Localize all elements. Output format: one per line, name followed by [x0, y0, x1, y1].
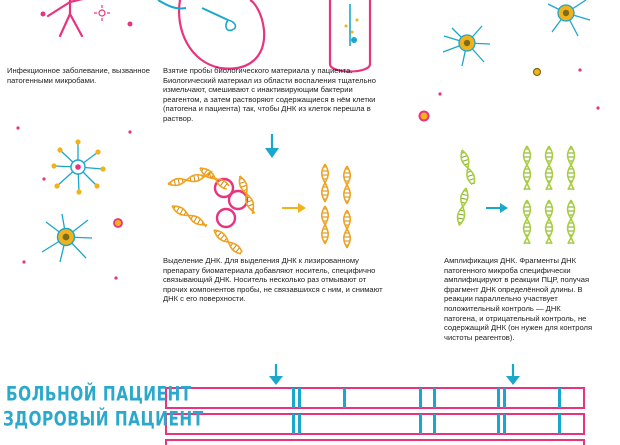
patient-figure — [48, 0, 95, 36]
step-disease-text: Инфекционное заболевание, вызванное патогенными микробами. — [7, 66, 150, 85]
microbe-top-right-2 — [548, 0, 590, 36]
dna-helix — [170, 203, 208, 229]
dna-helix — [322, 206, 328, 244]
dna-helix — [344, 210, 350, 248]
germ-dot — [16, 126, 19, 129]
dna-helix — [344, 166, 350, 204]
arrow-right-amplification — [486, 203, 508, 213]
germ-dot — [578, 68, 581, 71]
dna-helix — [524, 200, 531, 244]
dna-helix — [568, 200, 575, 244]
result-label-sick: БОЛЬНОЙ ПАЦИЕНТ — [6, 383, 192, 406]
dna-helix — [322, 164, 328, 202]
dna-helix — [456, 187, 469, 226]
gel-lane-third — [166, 440, 584, 445]
dna-helix — [546, 146, 553, 190]
gel-lane-sick — [166, 388, 584, 408]
gel-lane-healthy — [166, 414, 584, 434]
sample-container — [158, 0, 264, 69]
microbe-left-2 — [42, 214, 92, 262]
germ-dot — [128, 130, 131, 133]
germ-dot — [22, 260, 25, 263]
dna-single-fragment — [456, 149, 476, 226]
result-label-healthy: ЗДОРОВЫЙ ПАЦИЕНТ — [3, 408, 204, 431]
cell-small — [114, 219, 122, 227]
arrow-down-results-left — [269, 364, 283, 385]
cell-small — [534, 69, 541, 76]
dna-fragments-mixed — [167, 165, 256, 255]
dna-helix — [459, 149, 477, 185]
germ-dot — [438, 92, 441, 95]
dna-helix — [568, 146, 575, 190]
dna-amplified-fragments — [524, 146, 575, 244]
germ-dot — [42, 177, 45, 180]
dna-helix — [212, 228, 244, 256]
arrow-down-sampling — [265, 134, 279, 158]
virus-particle-top-left — [94, 5, 110, 21]
germ-dot — [128, 22, 133, 27]
arrow-down-results-right — [506, 364, 520, 385]
cell-small — [420, 112, 429, 121]
dna-helix — [546, 200, 553, 244]
step-sampling-text: Взятие пробы биологического материала у пациента. Биологический материал из области воспаления тщательно измельчают, смешивают с инактивирующим бактерии реагентом, а затем растворяют содержащиеся в нём клетки (патогена и пациента) так, чтобы ДНК из клеток перешла в раствор. — [163, 66, 376, 123]
dna-helix — [167, 171, 213, 187]
germ-dot — [596, 106, 599, 109]
dna-fragments-extracted — [322, 164, 350, 248]
test-tube — [330, 0, 370, 72]
step-amplification-text: Амплификация ДНК. Фрагменты ДНК патогенного микроба специфически амплифицируют в реакции ПЦР, получая фрагмент ДНК определённой длины. В реакции параллельно участвует положительный контроль — ДНК патогена, и отрицательный контроль, не содержащий ДНК (он нужен для контроля чистоты реагентов). — [444, 256, 593, 342]
step-extraction-text: Выделение ДНК. Для выделения ДНК к лизированному препарату биоматериала добавляют носитель, специфично связывающий ДНК. Носитель несколько раз отмывают от прочих компонентов пробы, не связавшихся с ним, и снимают ДНК с его поверхности. — [163, 256, 383, 304]
germ-dot — [41, 12, 46, 17]
germ-dot — [114, 276, 117, 279]
microbe-top-right — [443, 26, 490, 66]
microbe-left-1 — [51, 139, 105, 194]
dna-helix — [524, 146, 531, 190]
arrow-right-extraction — [282, 203, 306, 213]
